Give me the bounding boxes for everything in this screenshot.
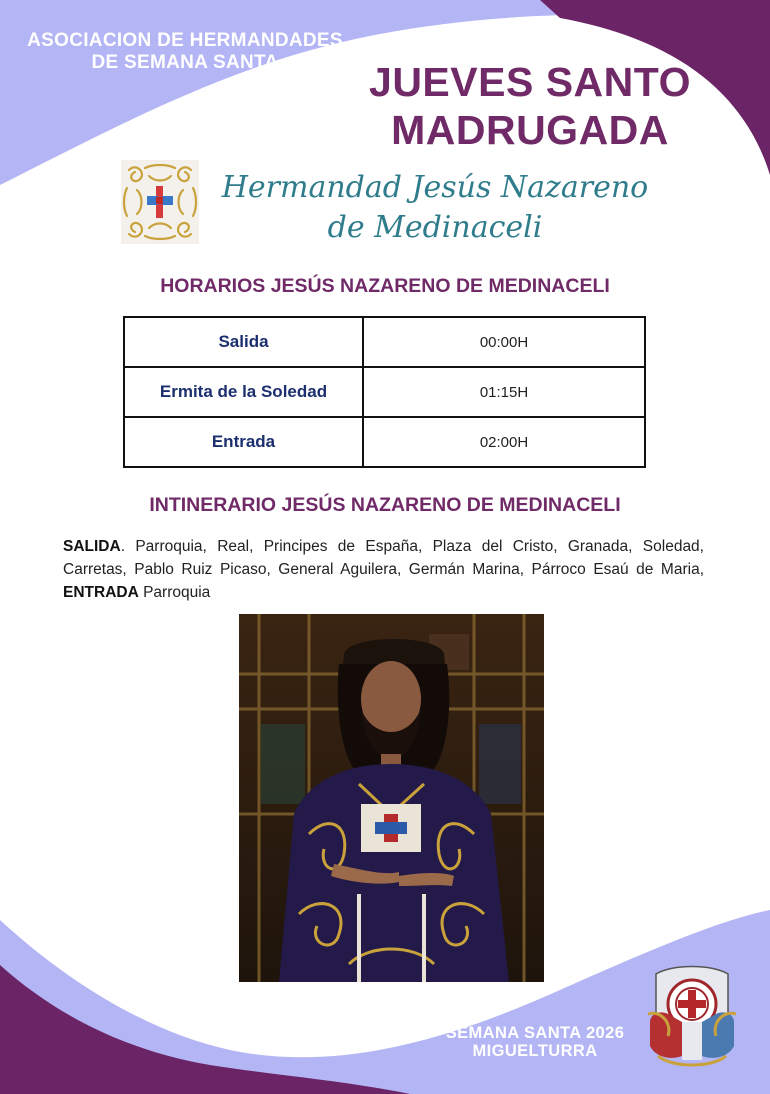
itinerary-end-label: ENTRADA [63,584,139,601]
footer-line-2: MIGUELTURRA [472,1042,598,1060]
title-line-2: MADRUGADA [391,107,669,153]
brotherhood-name-line-2: de Medinaceli [327,210,543,245]
schedule-time: 00:00H [363,317,645,367]
footer-line-1: SEMANA SANTA 2026 [445,1024,625,1042]
schedule-heading: HORARIOS JESÚS NAZARENO DE MEDINACELI [160,275,610,297]
schedule-label: Salida [124,317,363,367]
schedule-label: Ermita de la Soledad [124,367,363,417]
table-row [124,317,645,367]
title-line-1: JUEVES SANTO [369,59,691,105]
itinerary-route: . Parroquia, Real, Principes de España, Plaza del Cristo, Granada, Soledad, Carretas, Pablo Ruiz Picaso, General Aguilera, Germán Marina, Párroco Esaú de Maria, [63,538,704,578]
page-title [340,58,720,154]
association-line-1: ASOCIACION DE HERMANDADES [27,30,343,51]
footer-text [400,1024,670,1060]
itinerary-heading: INTINERARIO JESÚS NAZARENO DE MEDINACELI [149,494,621,516]
association-line-2: DE SEMANA SANTA [91,52,279,73]
itinerary-start-label: SALIDA [63,538,121,555]
embroidered-cross-emblem-icon [121,160,199,244]
schedule-time: 01:15H [363,367,645,417]
schedule-label: Entrada [124,417,363,467]
table-row [124,367,645,417]
table-row [124,417,645,467]
schedule-time: 02:00H [363,417,645,467]
itinerary-text [63,535,704,604]
association-seal-icon [642,964,742,1068]
brotherhood-name-line-1: Hermandad Jesús Nazareno [221,170,649,205]
schedule-table [123,316,646,468]
nazareno-statue-photo [239,614,544,982]
brotherhood-name [200,168,670,248]
association-name [20,30,350,74]
itinerary-end-place: Parroquia [138,584,211,601]
